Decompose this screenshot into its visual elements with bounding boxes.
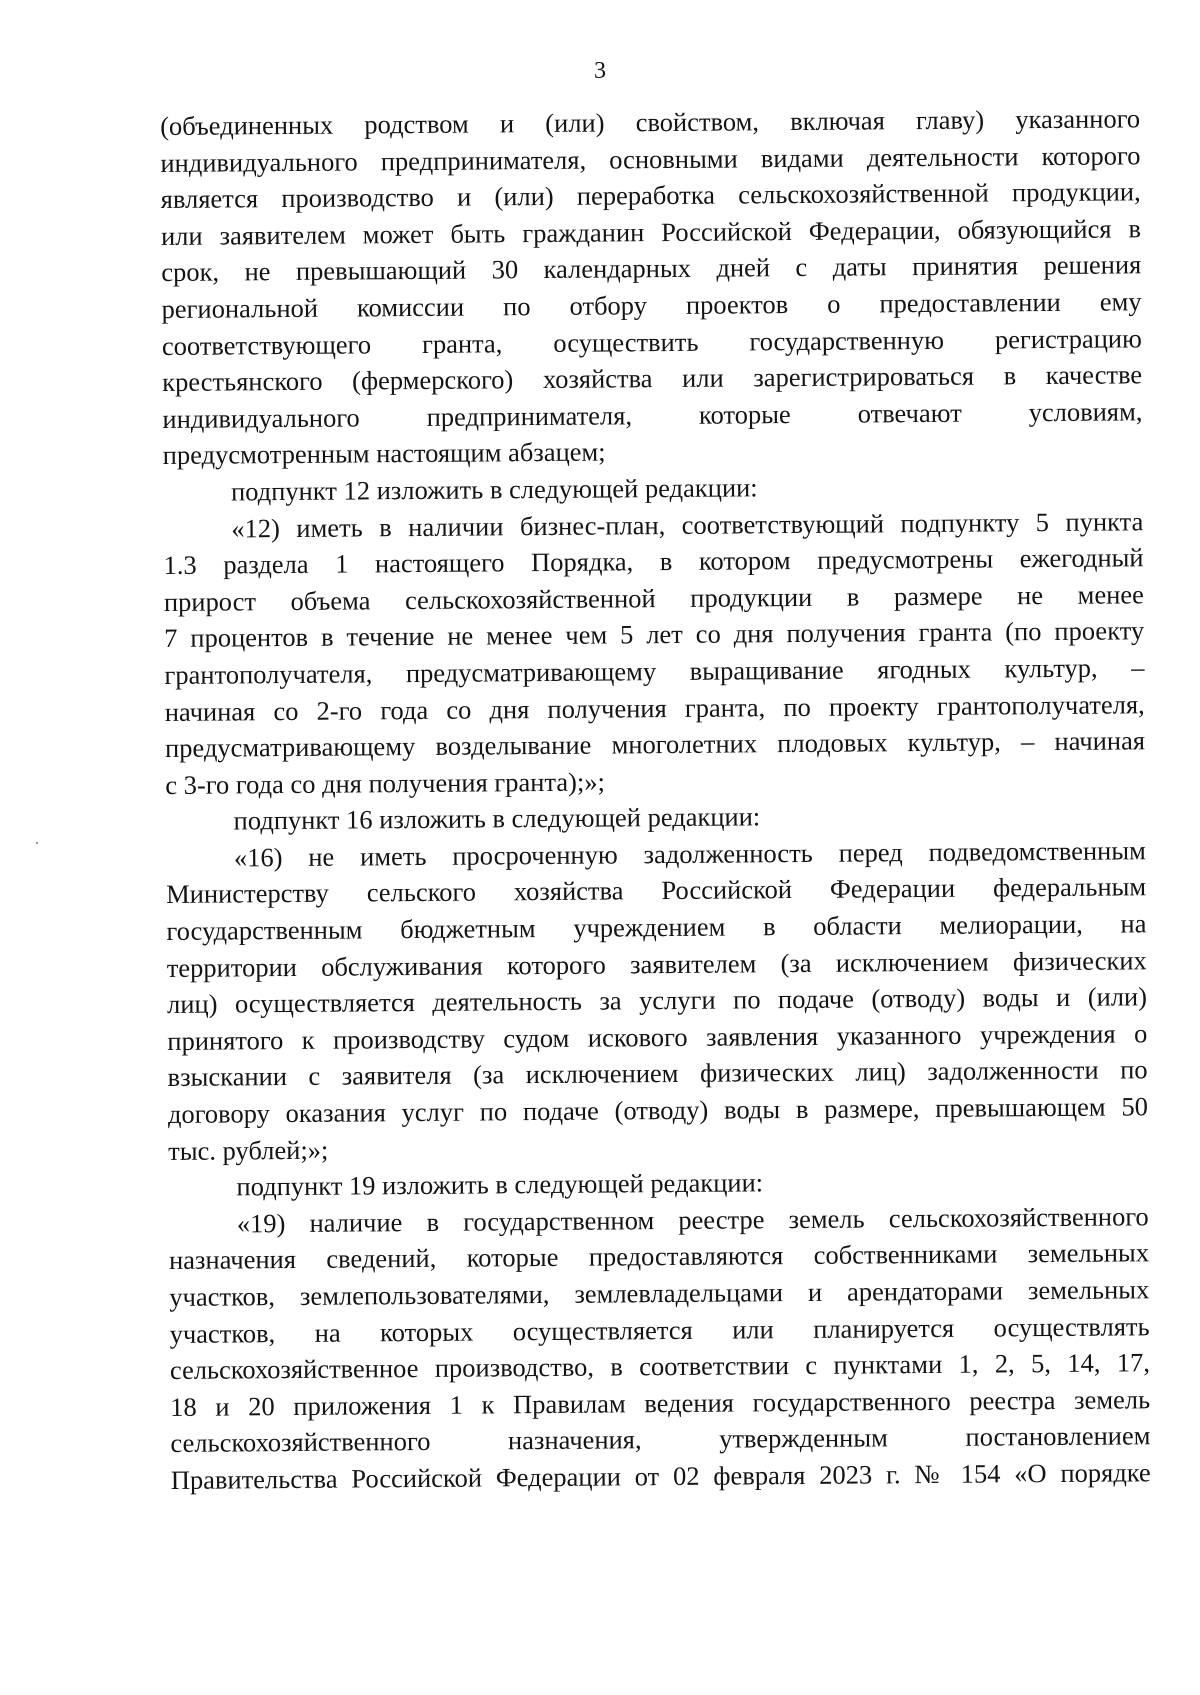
text-line: начиная со 2-го года со дня получения гранта, по проекту грантополучателя, [164,688,1145,727]
text-line: назначения сведений, которые предоставляются собственниками земельных [168,1237,1150,1276]
text-line: грантополучателя, предусматривающему выращивание ягодных культур, – [164,652,1145,690]
text-line: предусматривающему возделывание многолетних плодовых культур, – начиная [164,725,1146,764]
text-line: или заявителем может быть гражданин Российской Федерации, обязующийся в [160,213,1142,251]
text-line: индивидуального предпринимателя, основными видами деятельности которого [160,139,1141,178]
text-line: тыс. рублей;»; [168,1134,329,1166]
text-line: с 3-го года со дня получения гранта);»; [165,766,606,800]
text-line: взыскании с заявителя (за исключением физических лиц) задолженности по [167,1054,1148,1093]
text-line: региональной комиссии по отбору проектов о предоставлении ему [161,286,1142,324]
text-line: участков, землепользователями, землевладельцами и арендаторами земельных [169,1274,1150,1312]
text-line: прирост объема сельскохозяйственной продукции в размере не менее [163,579,1144,617]
text-line: индивидуального предпринимателя, которые отвечают условиям, [162,396,1143,434]
text-line: подпункт 12 изложить в следующей редакции: [230,472,758,507]
page-number: 3 [594,58,606,84]
text-line: Правительства Российской Федерации от 02 февраля 2023 г. № 154 «О порядке [170,1457,1151,1495]
text-line: сельскохозяйственное производство, в соответствии с пунктами 1, 2, 5, 14, 17, [169,1347,1151,1386]
text-line: «16) не иметь просроченную задолженность перед подведомственным [233,835,1146,873]
text-line: Министерству сельского хозяйства Российской Федерации федеральным [166,871,1147,910]
text-line: сельскохозяйственного назначения, утвержденным постановлением [170,1420,1151,1459]
text-line: территории обслуживания которого заявителем (за исключением физических [166,944,1147,983]
text-line: государственным бюджетным учреждением в области мелиорации, на [166,908,1147,947]
text-line: (объединенных родством и (или) свойством, включая главу) указанного [160,103,1141,141]
text-line: 7 процентов в течение не менее чем 5 лет со дня получения гранта (по проекту [164,615,1145,654]
text-line: соответствующего гранта, осуществить государственную регистрацию [161,322,1142,361]
text-line: крестьянского (фермерского) хозяйства или зарегистрироваться в качестве [162,359,1143,398]
text-line: «19) наличие в государственном реестре земель сельскохозяйственного [236,1201,1149,1239]
scan-artifact-dot [36,842,38,844]
document-body [160,100,1151,1498]
text-line: подпункт 19 изложить в следующей редакции: [236,1167,764,1202]
text-line: подпункт 16 изложить в следующей редакции: [233,801,761,836]
text-line: срок, не превышающий 30 календарных дней с даты принятия решения [161,249,1142,288]
text-line: принятого к производству судом искового заявления указанного учреждения о [167,1018,1148,1056]
text-line: 1.3 раздела 1 настоящего Порядка, в котором предусмотрены ежегодный [163,542,1144,581]
text-line: является производство и (или) переработка сельскохозяйственной продукции, [160,176,1141,215]
text-line: 18 и 20 приложения 1 к Правилам ведения государственного реестра земель [170,1384,1151,1422]
text-line: договору оказания услуг по подаче (отводу) воды в размере, превышающем 50 [167,1091,1148,1129]
text-line: предусмотренным настоящим абзацем; [162,436,606,471]
text-line: участков, на которых осуществляется или планируется осуществлять [169,1310,1150,1349]
text-line: лиц) осуществляется деятельность за услуги по подаче (отводу) воды и (или) [166,981,1148,1020]
text-line: «12) иметь в наличии бизнес-план, соответствующий подпункту 5 пункта [231,505,1144,543]
